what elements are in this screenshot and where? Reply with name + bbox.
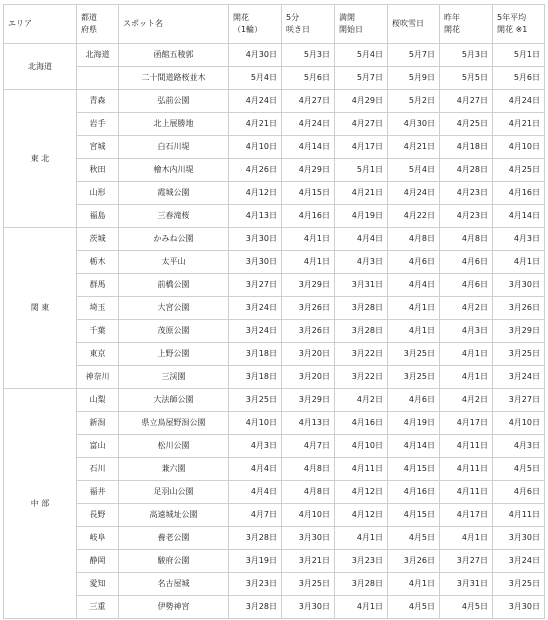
pref-cell: 長野 xyxy=(77,504,119,527)
spot-cell: 大法師公園 xyxy=(119,389,229,412)
sakunen-cell: 4月2日 xyxy=(440,389,493,412)
fubuki-cell: 4月15日 xyxy=(388,504,440,527)
fubuki-cell: 5月9日 xyxy=(388,67,440,90)
fubuki-cell: 4月4日 xyxy=(388,274,440,297)
heinen-cell: 4月25日 xyxy=(493,159,545,182)
gobu-cell: 3月25日 xyxy=(282,573,335,596)
fubuki-cell: 4月21日 xyxy=(388,136,440,159)
spot-cell: 兼六園 xyxy=(119,458,229,481)
header-kaika xyxy=(229,5,282,44)
mankai-cell: 4月29日 xyxy=(335,90,388,113)
kaika-cell: 3月30日 xyxy=(229,228,282,251)
heinen-cell: 3月25日 xyxy=(493,573,545,596)
spot-cell: 上野公園 xyxy=(119,343,229,366)
gobu-cell: 4月24日 xyxy=(282,113,335,136)
spot-cell: 伊勢神宮 xyxy=(119,596,229,619)
gobu-cell: 3月29日 xyxy=(282,389,335,412)
gobu-cell: 4月1日 xyxy=(282,228,335,251)
kaika-cell: 3月24日 xyxy=(229,297,282,320)
fubuki-cell: 3月25日 xyxy=(388,366,440,389)
table-row xyxy=(4,67,545,90)
heinen-cell: 3月30日 xyxy=(493,596,545,619)
spot-cell: 駿府公園 xyxy=(119,550,229,573)
sakunen-cell: 4月23日 xyxy=(440,182,493,205)
table-row xyxy=(4,458,545,481)
spot-cell: 高遠城址公園 xyxy=(119,504,229,527)
sakunen-cell: 4月1日 xyxy=(440,343,493,366)
spot-cell: 太平山 xyxy=(119,251,229,274)
mankai-cell: 4月1日 xyxy=(335,596,388,619)
header-fubuki: 桜吹雪日 xyxy=(388,5,440,44)
gobu-cell: 5月6日 xyxy=(282,67,335,90)
gobu-cell: 3月20日 xyxy=(282,343,335,366)
sakunen-cell: 4月2日 xyxy=(440,297,493,320)
sakunen-cell: 3月31日 xyxy=(440,573,493,596)
fubuki-cell: 4月1日 xyxy=(388,573,440,596)
fubuki-cell: 4月22日 xyxy=(388,205,440,228)
mankai-cell: 4月4日 xyxy=(335,228,388,251)
sakunen-cell: 4月6日 xyxy=(440,251,493,274)
table-row xyxy=(4,596,545,619)
pref-cell: 愛知 xyxy=(77,573,119,596)
mankai-cell: 3月28日 xyxy=(335,297,388,320)
heinen-cell: 4月10日 xyxy=(493,136,545,159)
heinen-cell: 3月30日 xyxy=(493,274,545,297)
mankai-cell: 4月11日 xyxy=(335,458,388,481)
sakura-forecast-table xyxy=(3,4,545,619)
pref-cell: 新潟 xyxy=(77,412,119,435)
header-gobu-line2: 咲き日 xyxy=(286,25,310,34)
gobu-cell: 4月27日 xyxy=(282,90,335,113)
header-pref-line2: 府県 xyxy=(81,25,97,34)
fubuki-cell: 5月7日 xyxy=(388,44,440,67)
spot-cell: 北上展勝地 xyxy=(119,113,229,136)
kaika-cell: 4月10日 xyxy=(229,412,282,435)
spot-cell: 弘前公園 xyxy=(119,90,229,113)
pref-cell: 埼玉 xyxy=(77,297,119,320)
sakunen-cell: 4月5日 xyxy=(440,596,493,619)
table-row xyxy=(4,228,545,251)
heinen-cell: 4月10日 xyxy=(493,412,545,435)
header-gobu-line1: 5分 xyxy=(286,13,300,22)
sakunen-cell: 4月3日 xyxy=(440,320,493,343)
table-row xyxy=(4,573,545,596)
spot-cell: 檜木内川堤 xyxy=(119,159,229,182)
heinen-cell: 3月29日 xyxy=(493,320,545,343)
area-cell: 中 部 xyxy=(4,389,77,619)
gobu-cell: 5月3日 xyxy=(282,44,335,67)
mankai-cell: 3月28日 xyxy=(335,573,388,596)
table-row xyxy=(4,527,545,550)
gobu-cell: 4月13日 xyxy=(282,412,335,435)
gobu-cell: 3月30日 xyxy=(282,596,335,619)
fubuki-cell: 4月19日 xyxy=(388,412,440,435)
header-row xyxy=(4,5,545,44)
area-cell: 北海道 xyxy=(4,44,77,90)
heinen-cell: 4月11日 xyxy=(493,504,545,527)
heinen-cell: 4月24日 xyxy=(493,90,545,113)
kaika-cell: 3月30日 xyxy=(229,251,282,274)
kaika-cell: 5月4日 xyxy=(229,67,282,90)
area-cell: 関 東 xyxy=(4,228,77,389)
pref-cell: 栃木 xyxy=(77,251,119,274)
kaika-cell: 4月3日 xyxy=(229,435,282,458)
table-row xyxy=(4,389,545,412)
sakunen-cell: 4月17日 xyxy=(440,412,493,435)
gobu-cell: 4月14日 xyxy=(282,136,335,159)
kaika-cell: 3月28日 xyxy=(229,527,282,550)
fubuki-cell: 4月5日 xyxy=(388,596,440,619)
gobu-cell: 3月30日 xyxy=(282,527,335,550)
sakunen-cell: 4月11日 xyxy=(440,481,493,504)
header-mankai-line1: 満開 xyxy=(339,13,355,22)
sakunen-cell: 3月27日 xyxy=(440,550,493,573)
table-row xyxy=(4,297,545,320)
fubuki-cell: 4月24日 xyxy=(388,182,440,205)
header-pref xyxy=(77,5,119,44)
table-row xyxy=(4,274,545,297)
sakunen-cell: 4月17日 xyxy=(440,504,493,527)
pref-cell: 東京 xyxy=(77,343,119,366)
mankai-cell: 4月12日 xyxy=(335,481,388,504)
sakunen-cell: 4月1日 xyxy=(440,366,493,389)
area-cell: 東 北 xyxy=(4,90,77,228)
fubuki-cell: 4月1日 xyxy=(388,297,440,320)
spot-cell: 前橋公園 xyxy=(119,274,229,297)
spot-cell: 白石川堤 xyxy=(119,136,229,159)
header-pref-line1: 都道 xyxy=(81,13,97,22)
heinen-cell: 5月6日 xyxy=(493,67,545,90)
spot-cell: 足羽山公園 xyxy=(119,481,229,504)
heinen-cell: 3月25日 xyxy=(493,343,545,366)
table-row xyxy=(4,44,545,67)
fubuki-cell: 4月6日 xyxy=(388,251,440,274)
gobu-cell: 3月26日 xyxy=(282,320,335,343)
spot-cell: 名古屋城 xyxy=(119,573,229,596)
table-row xyxy=(4,182,545,205)
fubuki-cell: 4月14日 xyxy=(388,435,440,458)
kaika-cell: 3月19日 xyxy=(229,550,282,573)
sakunen-cell: 4月28日 xyxy=(440,159,493,182)
heinen-cell: 4月16日 xyxy=(493,182,545,205)
mankai-cell: 4月10日 xyxy=(335,435,388,458)
table-row xyxy=(4,136,545,159)
sakunen-cell: 4月11日 xyxy=(440,458,493,481)
fubuki-cell: 3月26日 xyxy=(388,550,440,573)
heinen-cell: 3月24日 xyxy=(493,550,545,573)
heinen-cell: 3月24日 xyxy=(493,366,545,389)
kaika-cell: 3月18日 xyxy=(229,343,282,366)
pref-cell: 北海道 xyxy=(77,44,119,67)
heinen-cell: 4月3日 xyxy=(493,435,545,458)
gobu-cell: 3月21日 xyxy=(282,550,335,573)
spot-cell: 養老公園 xyxy=(119,527,229,550)
sakunen-cell: 5月5日 xyxy=(440,67,493,90)
kaika-cell: 4月4日 xyxy=(229,458,282,481)
pref-cell: 岐阜 xyxy=(77,527,119,550)
pref-cell: 山梨 xyxy=(77,389,119,412)
fubuki-cell: 4月8日 xyxy=(388,228,440,251)
header-heinen-line2: 開花 ※1 xyxy=(497,25,528,34)
table-row xyxy=(4,504,545,527)
kaika-cell: 4月30日 xyxy=(229,44,282,67)
heinen-cell: 3月26日 xyxy=(493,297,545,320)
fubuki-cell: 4月30日 xyxy=(388,113,440,136)
pref-cell: 石川 xyxy=(77,458,119,481)
spot-cell: 大宮公園 xyxy=(119,297,229,320)
mankai-cell: 3月23日 xyxy=(335,550,388,573)
pref-cell: 山形 xyxy=(77,182,119,205)
spot-cell: 県立鳥屋野潟公園 xyxy=(119,412,229,435)
heinen-cell: 4月5日 xyxy=(493,458,545,481)
mankai-cell: 3月22日 xyxy=(335,366,388,389)
kaika-cell: 4月13日 xyxy=(229,205,282,228)
pref-cell: 秋田 xyxy=(77,159,119,182)
fubuki-cell: 4月16日 xyxy=(388,481,440,504)
spot-cell: 茂原公園 xyxy=(119,320,229,343)
mankai-cell: 4月16日 xyxy=(335,412,388,435)
kaika-cell: 4月12日 xyxy=(229,182,282,205)
kaika-cell: 3月23日 xyxy=(229,573,282,596)
header-heinen-line1: 5年平均 xyxy=(497,13,527,22)
kaika-cell: 4月26日 xyxy=(229,159,282,182)
table-row xyxy=(4,205,545,228)
header-area: エリア xyxy=(4,5,77,44)
fubuki-cell: 3月25日 xyxy=(388,343,440,366)
header-kaika-line1: 開花 xyxy=(233,13,249,22)
header-heinen xyxy=(493,5,545,44)
mankai-cell: 3月22日 xyxy=(335,343,388,366)
pref-cell: 岩手 xyxy=(77,113,119,136)
kaika-cell: 4月21日 xyxy=(229,113,282,136)
sakunen-cell: 4月27日 xyxy=(440,90,493,113)
mankai-cell: 4月27日 xyxy=(335,113,388,136)
table-row xyxy=(4,159,545,182)
spot-cell: 松川公園 xyxy=(119,435,229,458)
pref-cell: 福井 xyxy=(77,481,119,504)
gobu-cell: 4月7日 xyxy=(282,435,335,458)
fubuki-cell: 4月1日 xyxy=(388,320,440,343)
heinen-cell: 4月21日 xyxy=(493,113,545,136)
header-sakunen-line1: 昨年 xyxy=(444,13,460,22)
kaika-cell: 3月24日 xyxy=(229,320,282,343)
pref-cell: 静岡 xyxy=(77,550,119,573)
heinen-cell: 3月30日 xyxy=(493,527,545,550)
mankai-cell: 4月12日 xyxy=(335,504,388,527)
pref-cell: 千葉 xyxy=(77,320,119,343)
pref-cell: 青森 xyxy=(77,90,119,113)
pref-cell: 福島 xyxy=(77,205,119,228)
sakunen-cell: 4月6日 xyxy=(440,274,493,297)
gobu-cell: 3月20日 xyxy=(282,366,335,389)
gobu-cell: 4月10日 xyxy=(282,504,335,527)
table-row xyxy=(4,343,545,366)
fubuki-cell: 5月4日 xyxy=(388,159,440,182)
pref-cell: 神奈川 xyxy=(77,366,119,389)
pref-cell: 宮城 xyxy=(77,136,119,159)
heinen-cell: 4月3日 xyxy=(493,228,545,251)
header-kaika-line2: （1輪） xyxy=(233,25,263,34)
mankai-cell: 5月1日 xyxy=(335,159,388,182)
pref-cell: 群馬 xyxy=(77,274,119,297)
gobu-cell: 4月8日 xyxy=(282,481,335,504)
heinen-cell: 5月1日 xyxy=(493,44,545,67)
pref-cell xyxy=(77,67,119,90)
sakunen-cell: 4月23日 xyxy=(440,205,493,228)
kaika-cell: 4月24日 xyxy=(229,90,282,113)
mankai-cell: 4月3日 xyxy=(335,251,388,274)
fubuki-cell: 5月2日 xyxy=(388,90,440,113)
kaika-cell: 4月10日 xyxy=(229,136,282,159)
mankai-cell: 3月31日 xyxy=(335,274,388,297)
mankai-cell: 4月1日 xyxy=(335,527,388,550)
header-sakunen xyxy=(440,5,493,44)
gobu-cell: 4月8日 xyxy=(282,458,335,481)
gobu-cell: 3月26日 xyxy=(282,297,335,320)
pref-cell: 富山 xyxy=(77,435,119,458)
heinen-cell: 4月6日 xyxy=(493,481,545,504)
spot-cell: 三渓園 xyxy=(119,366,229,389)
spot-cell: 三春滝桜 xyxy=(119,205,229,228)
gobu-cell: 3月29日 xyxy=(282,274,335,297)
spot-cell: 霞城公園 xyxy=(119,182,229,205)
mankai-cell: 4月21日 xyxy=(335,182,388,205)
heinen-cell: 3月27日 xyxy=(493,389,545,412)
mankai-cell: 4月17日 xyxy=(335,136,388,159)
table-row xyxy=(4,366,545,389)
kaika-cell: 4月7日 xyxy=(229,504,282,527)
table-row xyxy=(4,481,545,504)
heinen-cell: 4月1日 xyxy=(493,251,545,274)
kaika-cell: 3月27日 xyxy=(229,274,282,297)
sakunen-cell: 4月8日 xyxy=(440,228,493,251)
header-mankai xyxy=(335,5,388,44)
kaika-cell: 4月4日 xyxy=(229,481,282,504)
kaika-cell: 3月18日 xyxy=(229,366,282,389)
heinen-cell: 4月14日 xyxy=(493,205,545,228)
spot-cell: 二十間道路桜並木 xyxy=(119,67,229,90)
sakunen-cell: 5月3日 xyxy=(440,44,493,67)
header-spot: スポット名 xyxy=(119,5,229,44)
gobu-cell: 4月16日 xyxy=(282,205,335,228)
header-sakunen-line2: 開花 xyxy=(444,25,460,34)
table-row xyxy=(4,320,545,343)
sakunen-cell: 4月18日 xyxy=(440,136,493,159)
fubuki-cell: 4月15日 xyxy=(388,458,440,481)
kaika-cell: 3月25日 xyxy=(229,389,282,412)
table-row xyxy=(4,113,545,136)
header-gobu xyxy=(282,5,335,44)
kaika-cell: 3月28日 xyxy=(229,596,282,619)
sakunen-cell: 4月25日 xyxy=(440,113,493,136)
spot-cell: 函館五稜郭 xyxy=(119,44,229,67)
table-row xyxy=(4,412,545,435)
table-body xyxy=(4,44,545,619)
pref-cell: 茨城 xyxy=(77,228,119,251)
spot-cell: かみね公園 xyxy=(119,228,229,251)
table-row xyxy=(4,90,545,113)
mankai-cell: 3月28日 xyxy=(335,320,388,343)
mankai-cell: 5月4日 xyxy=(335,44,388,67)
sakunen-cell: 4月11日 xyxy=(440,435,493,458)
mankai-cell: 4月19日 xyxy=(335,205,388,228)
gobu-cell: 4月15日 xyxy=(282,182,335,205)
table-row xyxy=(4,435,545,458)
pref-cell: 三重 xyxy=(77,596,119,619)
fubuki-cell: 4月6日 xyxy=(388,389,440,412)
mankai-cell: 4月2日 xyxy=(335,389,388,412)
sakunen-cell: 4月1日 xyxy=(440,527,493,550)
header-mankai-line2: 開始日 xyxy=(339,25,363,34)
gobu-cell: 4月29日 xyxy=(282,159,335,182)
mankai-cell: 5月7日 xyxy=(335,67,388,90)
table-row xyxy=(4,550,545,573)
table-row xyxy=(4,251,545,274)
gobu-cell: 4月1日 xyxy=(282,251,335,274)
fubuki-cell: 4月5日 xyxy=(388,527,440,550)
